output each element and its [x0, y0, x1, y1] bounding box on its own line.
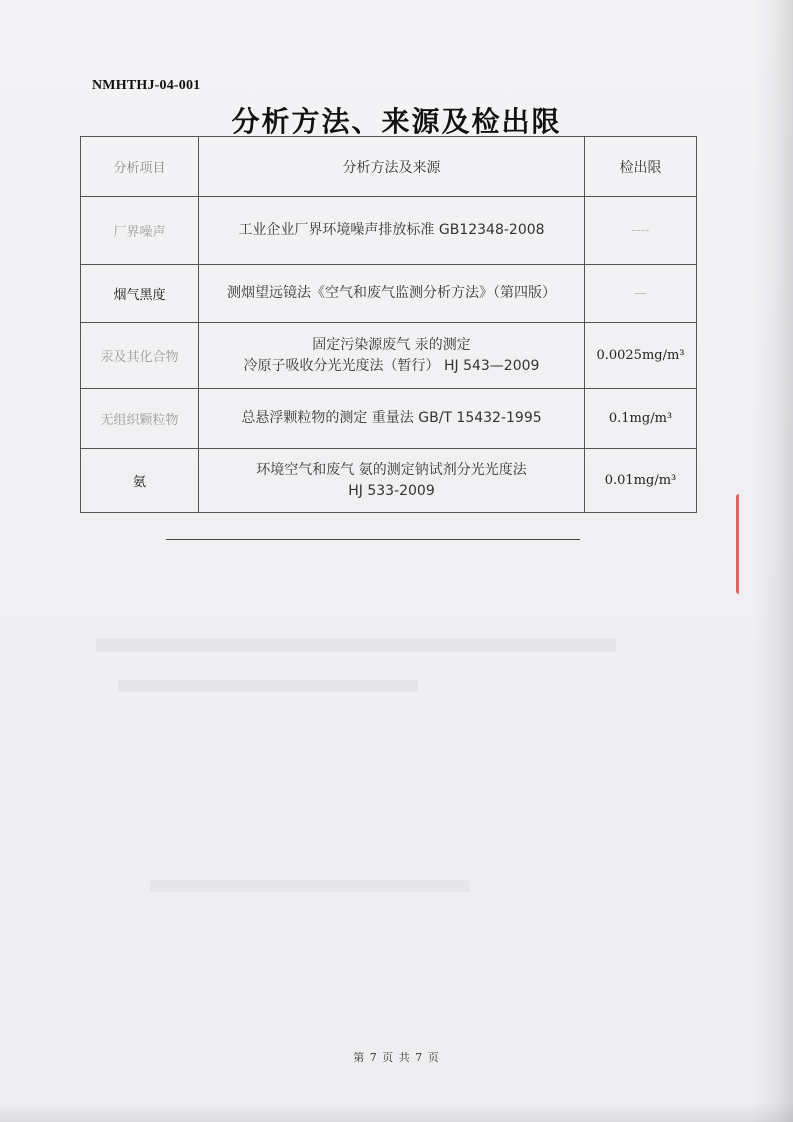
header-limit: 检出限 [585, 137, 697, 197]
row-item: 氨 [81, 449, 199, 513]
method-line: 测烟望远镜法《空气和废气监测分析方法》（第四版） [227, 285, 556, 301]
row-item: 烟气黑度 [81, 265, 199, 323]
method-line: 环境空气和废气 氨的测定钠试剂分光光度法 [256, 461, 527, 478]
method-line: 固定污染源废气 汞的测定 [312, 336, 471, 353]
row-limit: ---- [585, 197, 697, 265]
page-shadow-right [753, 0, 793, 1122]
row-method [199, 449, 585, 513]
row-limit: 0.0025mg/m³ [585, 323, 697, 389]
faint-bleedthrough [150, 880, 470, 892]
method-line: 总悬浮颗粒物的测定 重量法 GB/T 15432-1995 [241, 410, 542, 426]
row-item: 厂界噪声 [81, 197, 199, 265]
row-item: 无组织颗粒物 [81, 389, 199, 449]
method-line: 冷原子吸收分光光度法（暂行） HJ 543—2009 [243, 357, 540, 374]
table-row [81, 265, 697, 323]
faint-bleedthrough [118, 680, 418, 692]
row-method [199, 389, 585, 449]
table-row [81, 197, 697, 265]
row-method [199, 197, 585, 265]
table-row [81, 389, 697, 449]
table-header-row [81, 137, 697, 197]
header-item: 分析项目 [81, 137, 199, 197]
faint-bleedthrough [96, 638, 616, 652]
method-line: HJ 533-2009 [348, 482, 435, 499]
row-method [199, 323, 585, 389]
table-row [81, 449, 697, 513]
table-row [81, 323, 697, 389]
row-item: 汞及其化合物 [81, 323, 199, 389]
red-stamp-edge-icon [736, 494, 753, 594]
page-shadow-bottom [0, 1102, 793, 1122]
document-title: 分析方法、来源及检出限 [231, 105, 562, 138]
analysis-methods-table [80, 136, 697, 513]
row-limit: — [585, 265, 697, 323]
end-separator-line [166, 539, 580, 540]
header-method: 分析方法及来源 [199, 137, 585, 197]
document-code: NMHTHJ-04-001 [92, 78, 201, 93]
row-method [199, 265, 585, 323]
row-limit: 0.1mg/m³ [585, 389, 697, 449]
page-number: 第 7 页 共 7 页 [353, 1051, 440, 1064]
row-limit: 0.01mg/m³ [585, 449, 697, 513]
method-line: 工业企业厂界环境噪声排放标准 GB12348-2008 [238, 222, 545, 238]
